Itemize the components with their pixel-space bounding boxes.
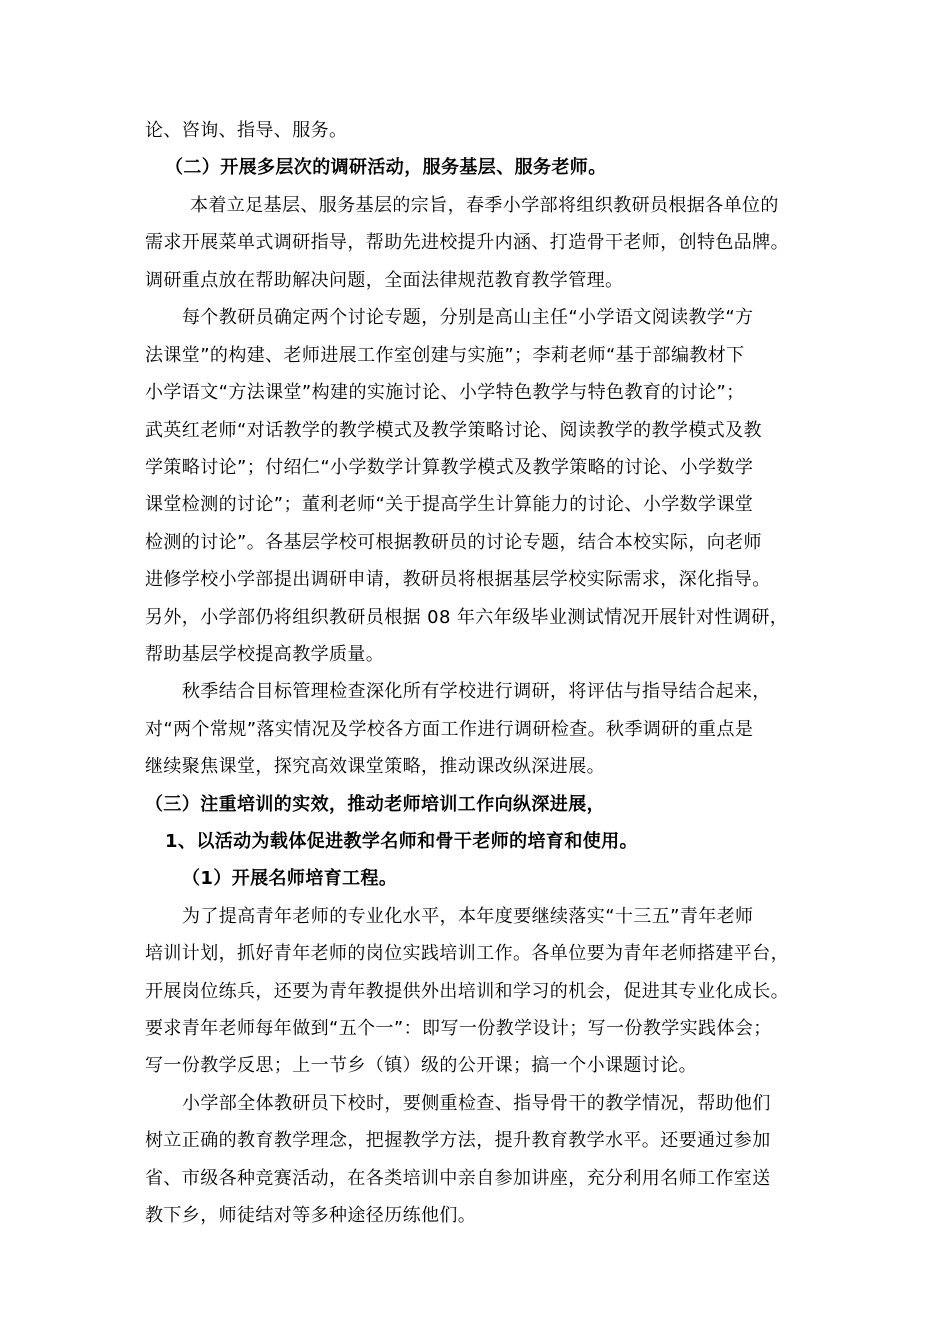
- text-line: 需求开展菜单式调研指导，帮助先进校提升内涵、打造骨干老师，创特色品牌。: [145, 232, 789, 253]
- text-line: 学策略讨论”；付绍仁“小学数学计算教学模式及教学策略的讨论、小学数学: [145, 457, 754, 478]
- text-line: 要求青年老师每年做到“五个一”：即写一份教学设计；写一份教学实践体会；: [145, 1018, 772, 1039]
- text-line: 秋季结合目标管理检查深化所有学校进行调研，将评估与指导结合起来，: [182, 681, 771, 702]
- text-line: 进修学校小学部提出调研申请，教研员将根据基层学校实际需求，深化指导。: [145, 569, 771, 590]
- text-line: 培训计划，抓好青年老师的岗位实践培训工作。各单位要为青年老师搭建平台，: [145, 943, 789, 964]
- text-line: 武英红老师“对话教学的教学模式及教学策略讨论、阅读教学的教学模式及教: [145, 420, 762, 441]
- text-line: 写一份教学反思；上一节乡（镇）级的公开课；搞一个小课题讨论。: [145, 1055, 697, 1076]
- text-line: 开展岗位练兵，还要为青年教提供外出培训和学习的机会，促进其专业化成长。: [145, 981, 789, 1002]
- text-line: 小学部全体教研员下校时，要侧重检查、指导骨干的教学情况，帮助他们: [182, 1093, 771, 1114]
- text-line: 另外，小学部仍将组织教研员根据 08 年六年级毕业测试情况开展针对性调研，: [145, 607, 789, 628]
- text-line: 帮助基层学校提高教学质量。: [145, 644, 385, 665]
- subsection-heading: （1）开展名师培育工程。: [182, 868, 398, 889]
- text-line: 本着立足基层、服务基层的宗旨，春季小学部将组织教研员根据各单位的: [190, 195, 779, 216]
- text-line: 论、咨询、指导、服务。: [145, 120, 348, 141]
- text-line: 教下乡，师徒结对等多种途径历练他们。: [145, 1205, 477, 1226]
- text-line: 小学语文“方法课堂”构建的实施讨论、小学特色教学与特色教育的讨论”；: [145, 382, 745, 403]
- text-line: 对“两个常规”落实情况及学校各方面工作进行调研检查。秋季调研的重点是: [145, 719, 754, 740]
- section-heading: （二）开展多层次的调研活动，服务基层、服务老师。: [165, 157, 607, 178]
- text-line: 树立正确的教育教学理念，把握教学方法，提升教育教学水平。还要通过参加: [145, 1130, 771, 1151]
- text-line: 每个教研员确定两个讨论专题，分别是高山主任“小学语文阅读教学“方: [182, 307, 754, 328]
- section-heading: （三）注重培训的实效，推动老师培训工作向纵深进展，: [145, 794, 605, 815]
- text-line: 课堂检测的讨论”；董利老师“关于提高学生计算能力的讨论、小学数学课堂: [145, 494, 754, 515]
- text-line: 为了提高青年老师的专业化水平，本年度要继续落实“十三五”青年老师: [182, 906, 754, 927]
- text-line: 继续聚焦课堂，探究高效课堂策略，推动课改纵深进展。: [145, 756, 605, 777]
- text-line: 检测的讨论”。各基层学校可根据教研员的讨论专题，结合本校实际，向老师: [145, 532, 762, 553]
- text-line: 调研重点放在帮助解决问题，全面法律规范教育教学管理。: [145, 270, 624, 291]
- text-line: 省、市级各种竞赛活动，在各类培训中亲自参加讲座，充分利用名师工作室送: [145, 1168, 771, 1189]
- text-line: 法课堂”的构建、老师进展工作室创建与实施”；李莉老师“基于部编教材下: [145, 345, 745, 366]
- subsection-heading: 1、以活动为载体促进教学名师和骨干老师的培育和使用。: [165, 831, 638, 852]
